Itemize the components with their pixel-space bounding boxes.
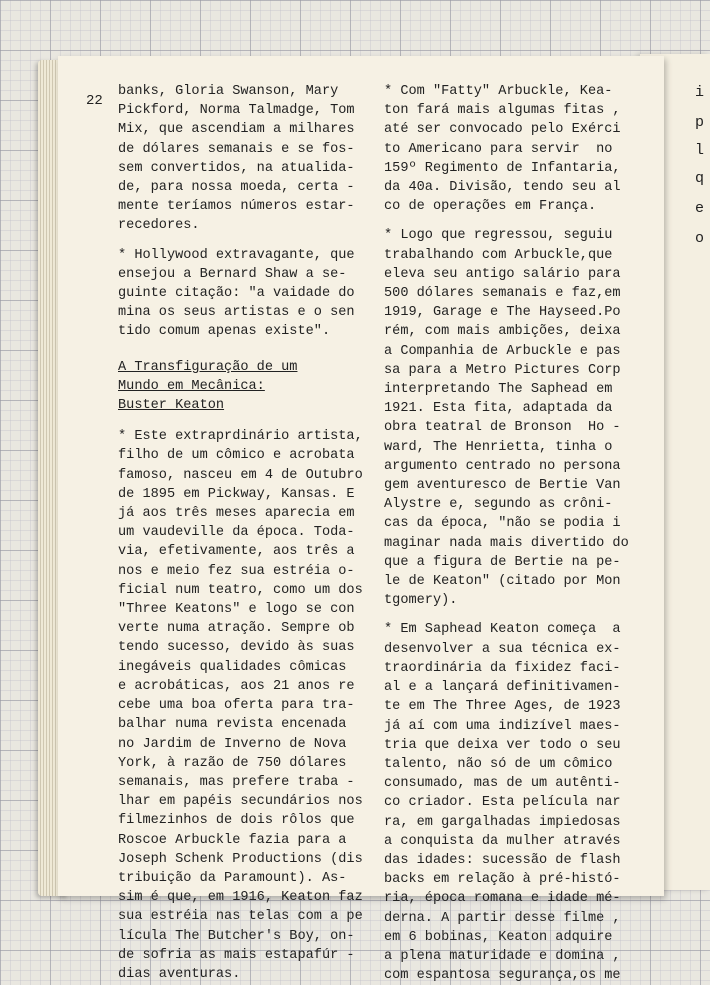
right-column [384,82,654,985]
heading-line: A Transfiguração de um [118,359,298,375]
paragraph: * Com "Fatty" Arbuckle, Kea- ton fará mais algumas fitas , até ser convocado pelo Exérci to Americano para servir no 159º Regimento de Infantaria, da 40a. Divisão, tendo seu al co de operações em França. [384,84,621,215]
paragraph: * Este extraprdinário artista, filho de um cômico e acrobata famoso, nasceu em 4 de Outubro de 1895 em Pickway, Kansas. E já aos três meses aparecia em um vaudeville da época. Toda- via, efetivamente, aos três a nos e meio fez sua estréia o- ficial num teatro, como um dos "Three Keatons" e logo se con verte numa atração. Sempre ob tendo sucesso, devido às suas inegáveis qualidades cômicas e acrobáticas, aos 21 anos re cebe uma boa oferta para tra- balhar numa revista encenada no Jardim de Inverno de Nova York, à razão de 750 dólares semanais, mas prefere traba - lhar em papéis secundários nos filmezinhos de dois rôlos que Roscoe Arbuckle fazia para a Joseph Schenk Productions (dis tribuição da Paramount). As- sim é que, em 1916, Keaton faz sua estréia nas telas com a pe lícula The Butcher's Boy, on- de sofria as mais estapafúr - dias aventuras. [118,429,363,982]
section-heading [118,358,380,416]
book-page [58,56,664,984]
heading-line: Buster Keaton [118,398,225,414]
next-page-fragment: l [694,142,704,159]
heading-line: Mundo em Mecânica: [118,378,265,394]
next-page-fragment: o [694,230,704,247]
paragraph: banks, Gloria Swanson, Mary Pickford, Norma Talmadge, Tom Mix, que ascendiam a milhares de dólares semanais e se fos- sem convertidos, na atualida- de, para nossa moeda, certa - mente teríamos números estar- recedores. [118,84,355,234]
next-page-fragment: p [694,114,704,131]
page-number: 22 [86,93,103,109]
paragraph: * Hollywood extravagante, que ensejou a Bernard Shaw a se- guinte citação: "a vaidade do mina os seus artistas e o sen tido comum apenas existe". [118,247,355,340]
next-page-fragment: q [694,170,704,187]
next-page-fragment: i [694,84,704,101]
paragraph: * Logo que regressou, seguiu trabalhando com Arbuckle,que eleva seu antigo salário para 500 dólares semanais e faz,em 1919, Garage e The Hayseed.Po rém, com mais ambições, deixa a Companhia de Arbuckle e pas sa para a Metro Pictures Corp interpretando The Saphead em 1921. Esta fita, adaptada da obra teatral de Bronson Ho - ward, The Henrietta, tinha o argumento centrado no persona gem aventuresco de Bertie Van Alystre e, segundo as crôni- cas da época, "não se podia i maginar nada mais divertido do que a figura de Bertie na pe- le de Keaton" (citado por Mon tgomery). [384,228,629,609]
paragraph: * Em Saphead Keaton começa a desenvolver a sua técnica ex- traordinária da fixidez faci- al e a lançará definitivamen- te em The Three Ages, de 1923 já aí com uma indizível maes- tria que deixa ver todo o seu talento, não só de um cômico consumado, mas de um autênti- co criador. Esta película nar ra, em gargalhadas impiedosas a conquista da mulher através das idades: sucessão de flash backs em relação à pré-histó- ria, época romana e idade mé- derna. A partir desse filme , em 6 bobinas, Keaton adquire a plena maturidade e domina , com espantosa segurança,os me [384,622,621,984]
left-column [118,82,380,984]
next-page-fragment: e [694,200,704,217]
